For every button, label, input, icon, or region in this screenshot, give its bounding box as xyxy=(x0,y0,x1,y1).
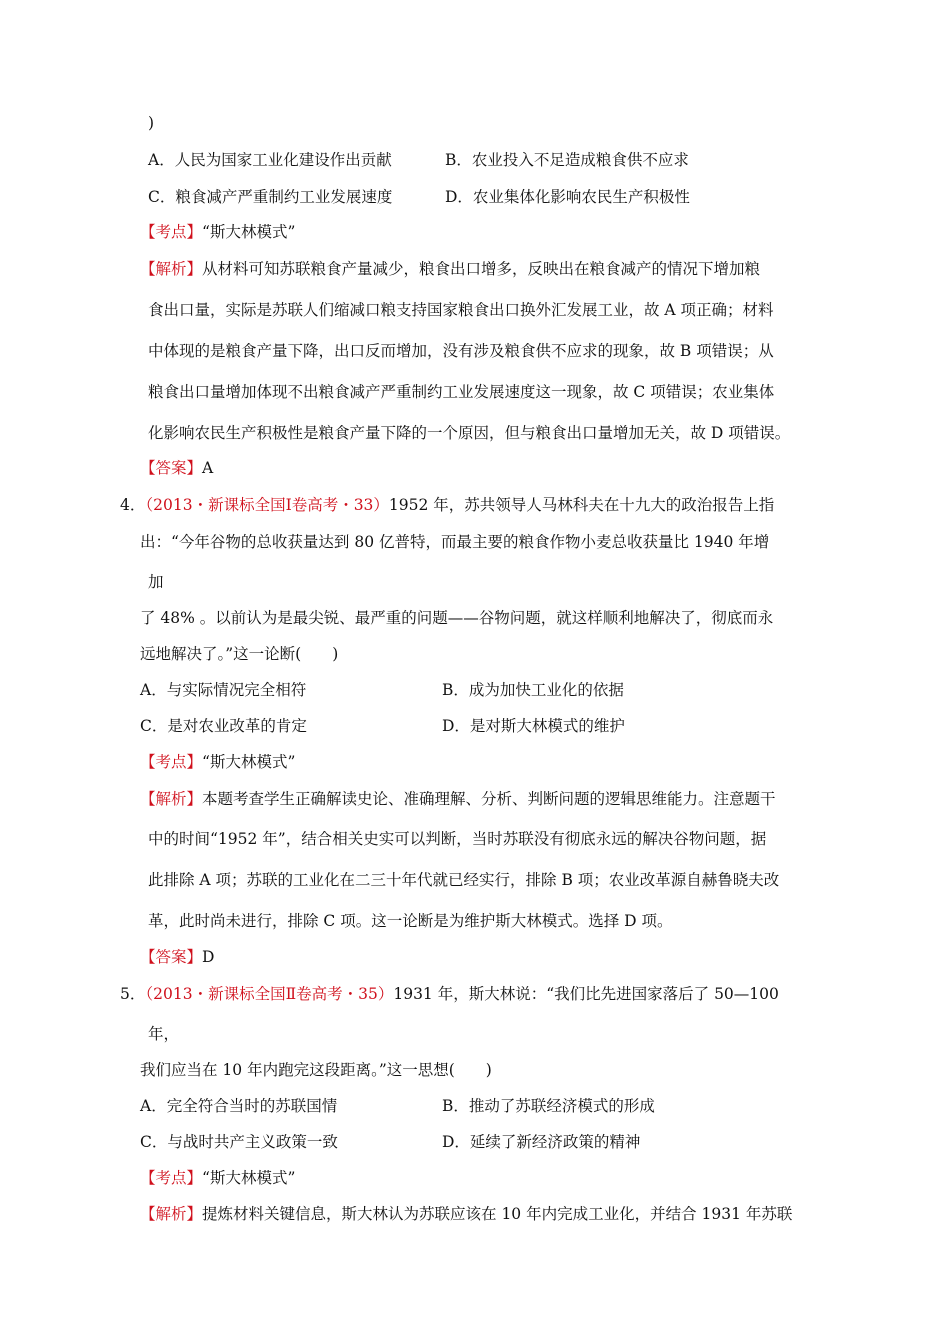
q3-stem-tail: ) xyxy=(148,114,155,132)
jiexi-tag: 【解析】 xyxy=(140,260,203,278)
kaodian-tag: 【考点】 xyxy=(140,223,203,241)
q5-stem-line-3: 我们应当在 10 年内跑完这段距离。”这一思想( ) xyxy=(140,1061,492,1079)
question-stem: 1952 年，苏共领导人马林科夫在十九大的政治报告上指 xyxy=(388,496,775,514)
question-number: 4． xyxy=(120,496,146,514)
kaodian-tag: 【考点】 xyxy=(140,753,203,771)
question-number: 5． xyxy=(120,985,146,1003)
question-source: （2013・新课标全国Ⅰ卷高考・33） xyxy=(145,496,389,514)
q4-option-a: A．与实际情况完全相符 xyxy=(140,681,307,699)
kaodian-text: “斯大林模式” xyxy=(202,223,296,241)
q3-jiexi-line-3: 中体现的是粮食产量下降，出口反而增加，没有涉及粮食供不应求的现象，故 B 项错误；从 xyxy=(148,342,774,360)
q5-line-1 xyxy=(120,983,779,1005)
q3-kaodian xyxy=(140,221,295,243)
q3-option-c: C．粮食减产严重制约工业发展速度 xyxy=(148,188,393,206)
q3-daan xyxy=(140,457,213,479)
jiexi-tag: 【解析】 xyxy=(140,790,203,808)
q3-jiexi-line-4: 粮食出口量增加体现不出粮食减产严重制约工业发展速度这一现象，故 C 项错误；农业集体 xyxy=(148,383,775,401)
q4-stem-line-4: 了 48% 。以前认为是最尖锐、最严重的问题——谷物问题，就这样顺利地解决了，彻底而永 xyxy=(140,609,774,627)
jiexi-tag: 【解析】 xyxy=(140,1205,203,1223)
q5-jiexi-line-1 xyxy=(140,1203,792,1225)
jiexi-text: 本题考查学生正确解读史论、准确理解、分析、判断问题的逻辑思维能力。注意题干 xyxy=(202,790,776,808)
daan-text: A xyxy=(202,459,214,477)
question-source: （2013・新课标全国Ⅱ卷高考・35） xyxy=(145,985,394,1003)
kaodian-text: “斯大林模式” xyxy=(202,1169,296,1187)
q5-option-d: D．延续了新经济政策的精神 xyxy=(442,1133,641,1151)
question-stem: 1931 年，斯大林说：“我们比先进国家落后了 50—100 xyxy=(393,985,779,1003)
q4-stem-line-3: 加 xyxy=(148,573,164,591)
q4-stem-line-5: 远地解决了。”这一论断( ) xyxy=(140,645,339,663)
q3-jiexi-line-5: 化影响农民生产积极性是粮食产量下降的一个原因，但与粮食出口量增加无关，故 D 项错误。 xyxy=(148,424,791,442)
q4-jiexi-line-3: 此排除 A 项；苏联的工业化在二三十年代就已经实行，排除 B 项；农业改革源自赫鲁晓夫改 xyxy=(148,871,780,889)
kaodian-tag: 【考点】 xyxy=(140,1169,203,1187)
q4-stem-line-2: 出：“今年谷物的总收获量达到 80 亿普特，而最主要的粮食作物小麦总收获量比 1940 年增 xyxy=(140,533,770,551)
q4-jiexi-line-2: 中的时间“1952 年”，结合相关史实可以判断，当时苏联没有彻底永远的解决谷物问题，据 xyxy=(148,830,767,848)
jiexi-text: 提炼材料关键信息，斯大林认为苏联应该在 10 年内完成工业化，并结合 1931 年苏联 xyxy=(202,1205,793,1223)
q4-option-d: D．是对斯大林模式的维护 xyxy=(442,717,625,735)
q4-line-1 xyxy=(120,494,774,516)
q4-kaodian xyxy=(140,751,295,773)
kaodian-text: “斯大林模式” xyxy=(202,753,296,771)
q5-option-a: A．完全符合当时的苏联国情 xyxy=(140,1097,338,1115)
q5-option-b: B．推动了苏联经济模式的形成 xyxy=(442,1097,655,1115)
daan-text: D xyxy=(202,948,215,966)
q5-option-c: C．与战时共产主义政策一致 xyxy=(140,1133,338,1151)
q4-option-b: B．成为加快工业化的依据 xyxy=(442,681,624,699)
jiexi-text: 从材料可知苏联粮食产量减少，粮食出口增多，反映出在粮食减产的情况下增加粮 xyxy=(202,260,761,278)
daan-tag: 【答案】 xyxy=(140,948,203,966)
q3-option-d: D．农业集体化影响农民生产积极性 xyxy=(445,188,690,206)
q3-jiexi-line-1 xyxy=(140,258,760,280)
q3-option-a: A．人民为国家工业化建设作出贡献 xyxy=(148,151,392,169)
q5-stem-line-2: 年， xyxy=(148,1025,180,1043)
q4-jiexi-line-4: 革，此时尚未进行，排除 C 项。这一论断是为维护斯大林模式。选择 D 项。 xyxy=(148,912,673,930)
q4-daan xyxy=(140,946,214,968)
q3-option-b: B．农业投入不足造成粮食供不应求 xyxy=(445,151,689,169)
q4-option-c: C．是对农业改革的肯定 xyxy=(140,717,307,735)
q4-jiexi-line-1 xyxy=(140,788,776,810)
q3-jiexi-line-2: 食出口量，实际是苏联人们缩减口粮支持国家粮食出口换外汇发展工业，故 A 项正确；材料 xyxy=(148,301,774,319)
q5-kaodian xyxy=(140,1167,295,1189)
daan-tag: 【答案】 xyxy=(140,459,203,477)
